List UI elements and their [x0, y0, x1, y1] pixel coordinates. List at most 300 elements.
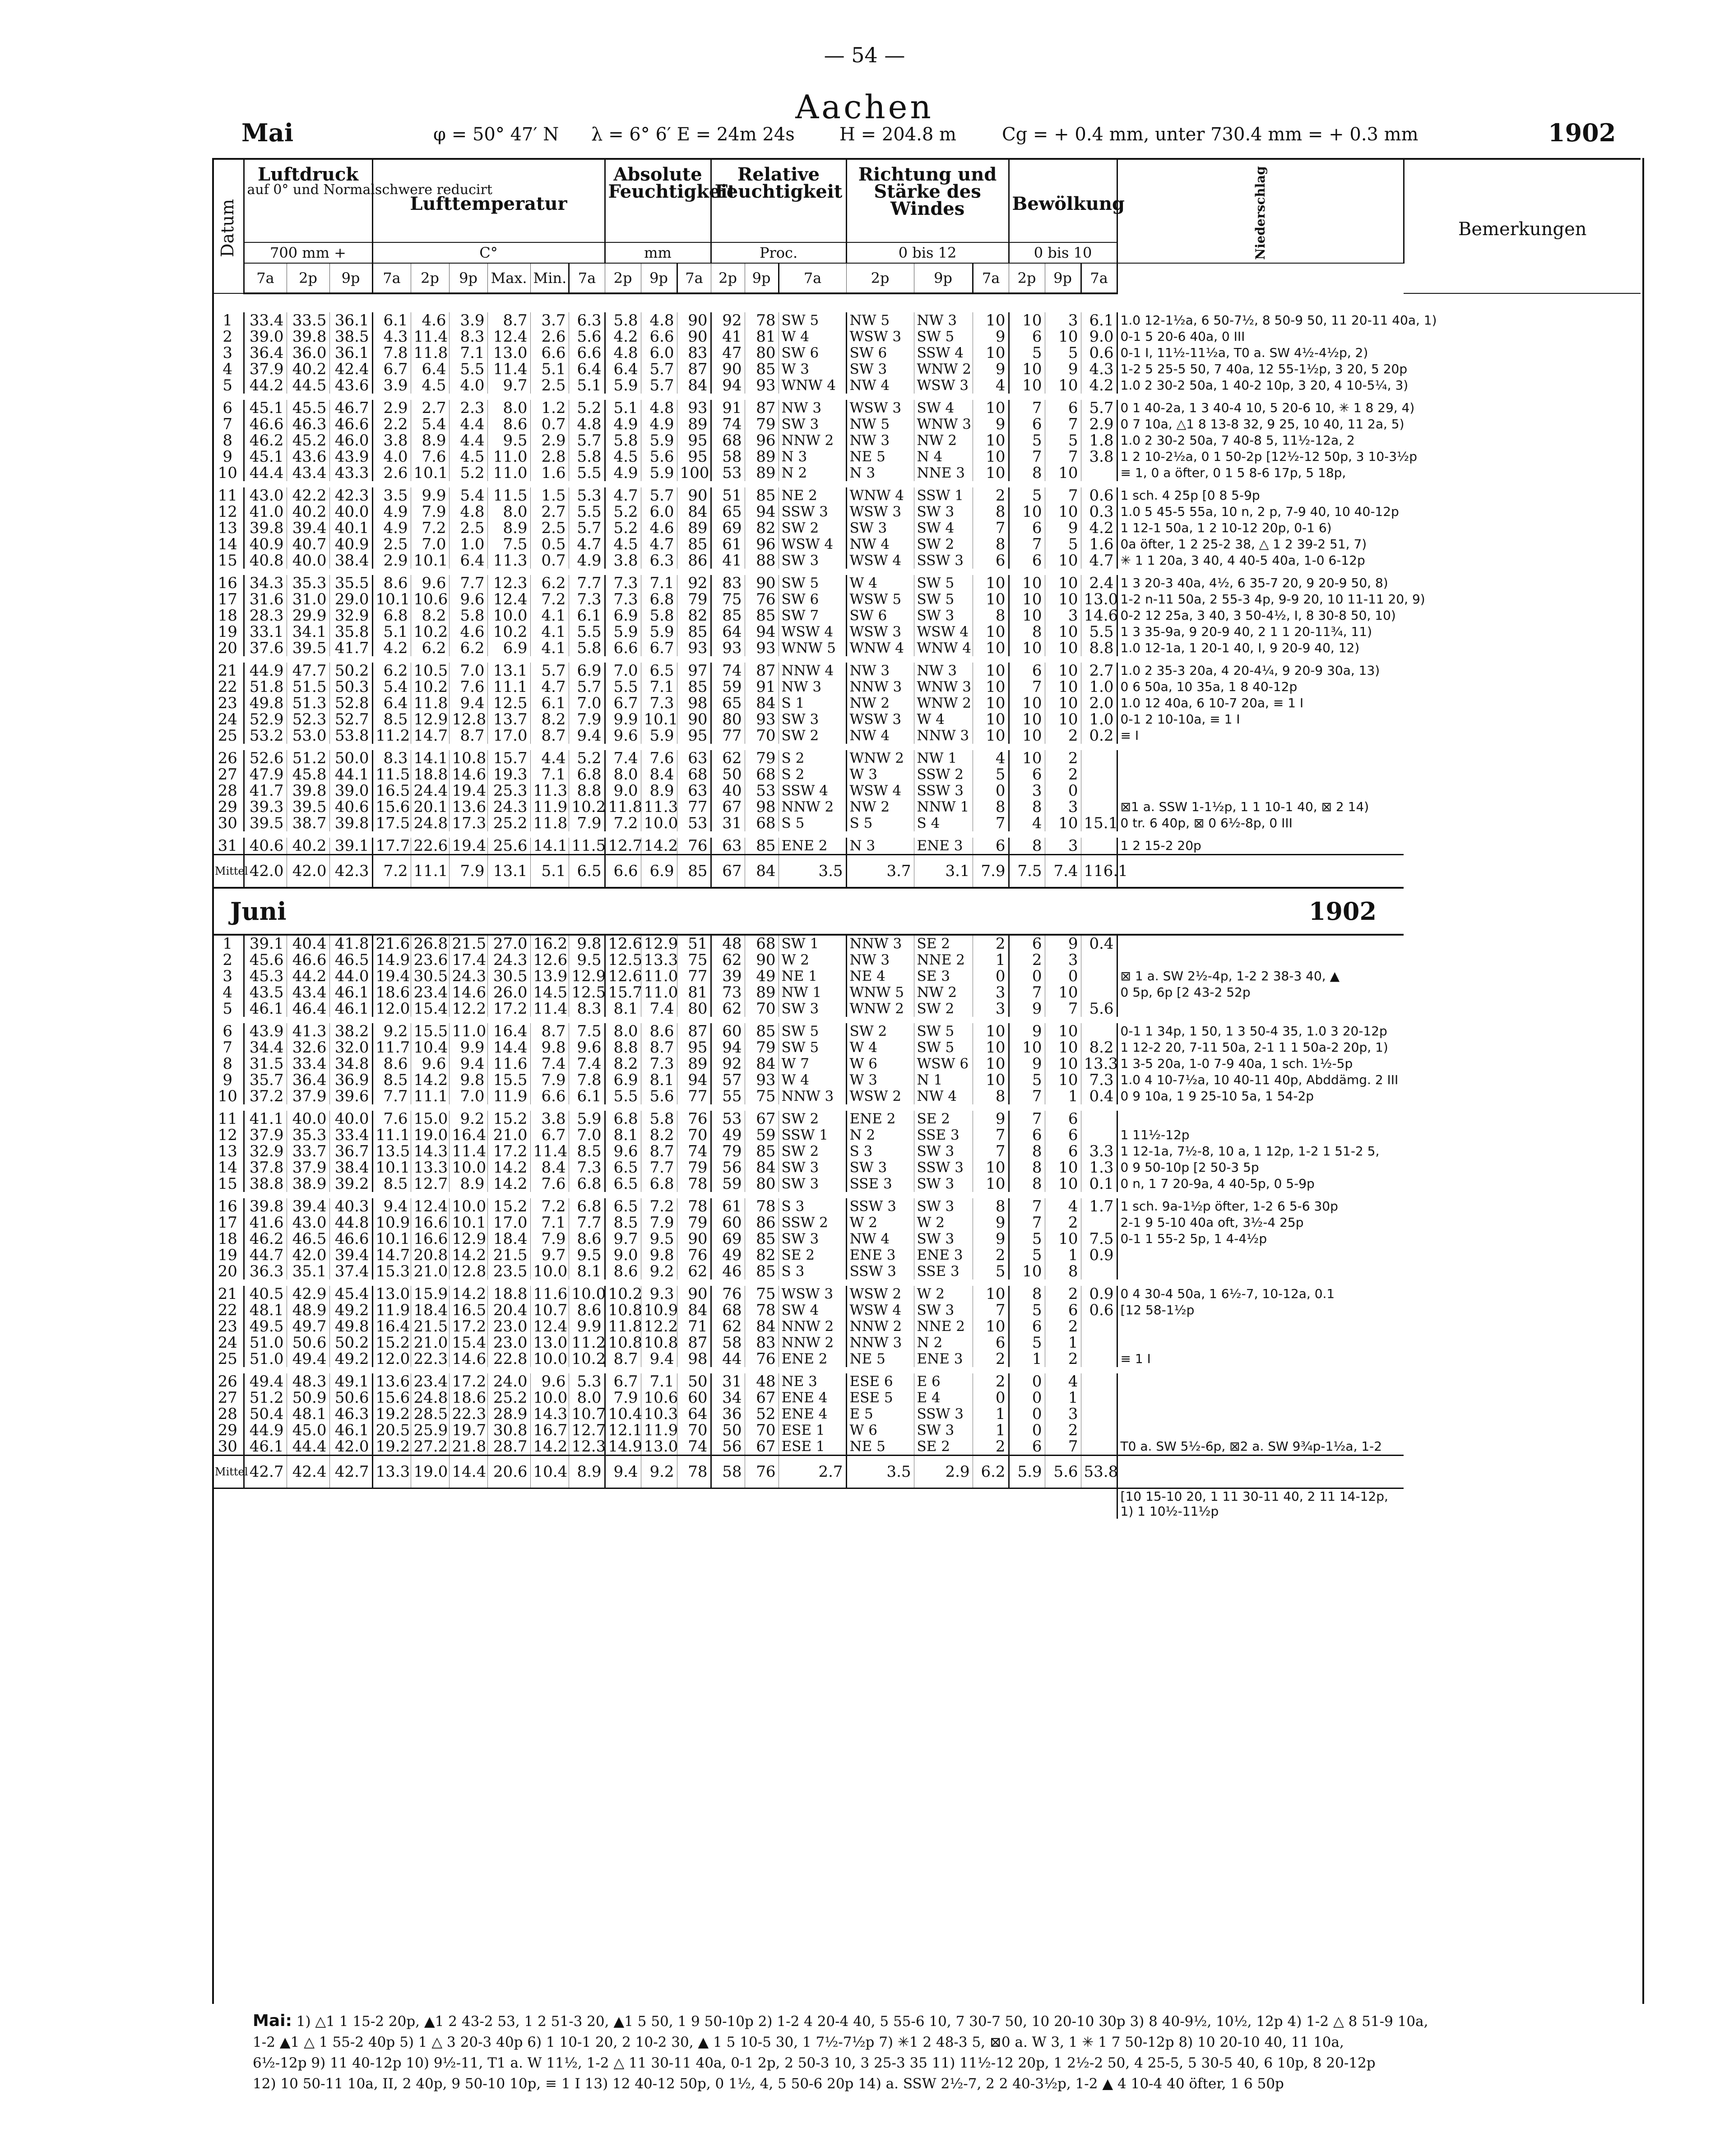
value-cell: 95 [677, 432, 711, 449]
value-cell: 79 [711, 1143, 745, 1159]
longitude: λ = 6° 6′ E = 24m 24s [591, 124, 795, 145]
value-cell: W 4 [779, 329, 846, 345]
value-cell: 49.8 [244, 695, 287, 711]
value-cell: 14.1 [530, 838, 569, 855]
value-cell: 33.5 [287, 312, 329, 329]
value-cell: 67 [711, 799, 745, 815]
value-cell: 49.5 [244, 1318, 287, 1335]
value-cell: 9.5 [569, 1247, 605, 1263]
value-cell: 17.5 [372, 815, 411, 831]
value-cell: 68 [745, 935, 779, 952]
value-cell: 50 [677, 1373, 711, 1390]
value-cell: 8 [973, 1088, 1009, 1104]
value-cell: 46.5 [287, 1231, 329, 1247]
value-cell: 11.4 [530, 1001, 569, 1017]
value-cell: 6.4 [411, 361, 449, 377]
value-cell [1081, 1351, 1117, 1367]
value-cell: WNW 5 [779, 640, 846, 656]
value-cell: 5.6 [1081, 1001, 1117, 1017]
table-row [212, 575, 1641, 591]
value-cell: 62 [711, 1318, 745, 1335]
value-cell: 10.1 [449, 1215, 487, 1231]
value-cell: 7 [1009, 1215, 1045, 1231]
value-cell: NW 3 [846, 663, 914, 679]
value-cell: S 2 [779, 750, 846, 766]
value-cell: 8.5 [372, 1176, 411, 1192]
value-cell: 8.5 [605, 1215, 641, 1231]
value-cell: 10.1 [641, 711, 677, 728]
table-row [212, 487, 1641, 504]
table-row [212, 984, 1641, 1001]
value-cell: 39.1 [244, 935, 287, 952]
value-cell: 8 [1009, 838, 1045, 855]
value-cell: SSW 1 [779, 1127, 846, 1143]
value-cell [1081, 1335, 1117, 1351]
value-cell: 76 [677, 1247, 711, 1263]
value-cell: 1.0 [1081, 711, 1117, 728]
value-cell: 10.0 [487, 607, 530, 624]
value-cell: 8 [1009, 1286, 1045, 1302]
value-cell: 5.9 [605, 624, 641, 640]
value-cell: 40.8 [244, 552, 287, 569]
value-cell: 46.1 [329, 1422, 372, 1438]
value-cell: WSW 4 [779, 536, 846, 552]
value-cell: 80 [677, 1001, 711, 1017]
value-cell: 15.3 [372, 1263, 411, 1280]
value-cell: WSW 3 [846, 329, 914, 345]
col-9p: 9p [329, 263, 372, 293]
value-cell: 5 [1045, 536, 1081, 552]
remark-cell: ≡ 1 I [1117, 1351, 1404, 1367]
value-cell: 51.2 [244, 1390, 287, 1406]
value-cell: 74 [677, 1143, 711, 1159]
value-cell: 10.0 [641, 815, 677, 831]
value-cell: 12.5 [605, 952, 641, 968]
value-cell: 39.8 [244, 520, 287, 536]
value-cell: 38.8 [244, 1176, 287, 1192]
value-cell: 9.5 [569, 952, 605, 968]
value-cell: 18.8 [411, 766, 449, 783]
value-cell: 10 [1045, 1231, 1081, 1247]
value-cell: 5.8 [569, 640, 605, 656]
june-extra [212, 1488, 1641, 1519]
value-cell: WSW 3 [846, 624, 914, 640]
value-cell: SE 2 [914, 1438, 973, 1456]
value-cell: NNW 3 [914, 728, 973, 744]
value-cell: 15.7 [605, 984, 641, 1001]
value-cell: 2 [973, 935, 1009, 952]
value-cell: 49.4 [287, 1351, 329, 1367]
remark-cell [1117, 1247, 1404, 1263]
value-cell: 19.4 [449, 838, 487, 855]
value-cell: 2 [1045, 1318, 1081, 1335]
value-cell: 85 [677, 624, 711, 640]
value-cell: 11.1 [372, 1127, 411, 1143]
value-cell: SW 3 [914, 607, 973, 624]
value-cell: 7.1 [641, 575, 677, 591]
value-cell: 90 [677, 487, 711, 504]
value-cell: 4 [1045, 1198, 1081, 1215]
value-cell: 4.2 [1081, 520, 1117, 536]
value-cell: 33.4 [244, 312, 287, 329]
value-cell: WSW 3 [779, 1286, 846, 1302]
value-cell: 11.4 [487, 361, 530, 377]
value-cell: 84 [677, 504, 711, 520]
value-cell: 40.2 [287, 504, 329, 520]
value-cell: 16.6 [411, 1231, 449, 1247]
value-cell: 58 [711, 1335, 745, 1351]
value-cell: 83 [711, 575, 745, 591]
value-cell: 87 [677, 1335, 711, 1351]
value-cell: SSW 3 [914, 1159, 973, 1176]
value-cell: 8.8 [1081, 640, 1117, 656]
value-cell: 17.2 [449, 1318, 487, 1335]
mean-cell: 67 [711, 854, 745, 888]
value-cell: 13.0 [1081, 591, 1117, 607]
value-cell: 12.7 [605, 838, 641, 855]
value-cell: 12.6 [605, 935, 641, 952]
value-cell: 40.0 [329, 1111, 372, 1127]
value-cell: 5 [1009, 345, 1045, 361]
value-cell: 2.4 [1081, 575, 1117, 591]
value-cell: 3 [973, 1001, 1009, 1017]
value-cell: 9.2 [449, 1111, 487, 1127]
value-cell: 10 [1009, 361, 1045, 377]
value-cell: 6.6 [605, 640, 641, 656]
value-cell: SW 4 [779, 1302, 846, 1318]
value-cell: 7.9 [641, 1215, 677, 1231]
value-cell: 17.2 [487, 1143, 530, 1159]
remark-cell: ✳ 1 1 20a, 3 40, 4 40-5 40a, 1-0 6-12p [1117, 552, 1404, 569]
value-cell: 8.6 [372, 575, 411, 591]
value-cell: 5.7 [641, 487, 677, 504]
value-cell: 5.6 [641, 1088, 677, 1104]
remark-cell [1117, 1390, 1404, 1406]
value-cell: 14.6 [1081, 607, 1117, 624]
value-cell: 8 [1009, 1143, 1045, 1159]
value-cell: 21.6 [372, 935, 411, 952]
value-cell: 78 [745, 1198, 779, 1215]
value-cell: 22.6 [411, 838, 449, 855]
value-cell: 7.5 [487, 536, 530, 552]
value-cell: 34.3 [244, 575, 287, 591]
value-cell: 18.6 [449, 1390, 487, 1406]
value-cell: 20.5 [372, 1422, 411, 1438]
mean-cell: 78 [677, 1455, 711, 1488]
value-cell: 90 [677, 329, 711, 345]
value-cell: 6.9 [605, 1072, 641, 1088]
value-cell: 69 [711, 520, 745, 536]
value-cell: 43.3 [329, 465, 372, 481]
value-cell: 1 [1009, 1351, 1045, 1367]
value-cell: 34.4 [244, 1039, 287, 1056]
value-cell: 89 [677, 416, 711, 432]
value-cell: 74 [711, 416, 745, 432]
value-cell: 7 [1009, 536, 1045, 552]
value-cell: 9.6 [605, 1143, 641, 1159]
value-cell: 7.5 [1081, 1231, 1117, 1247]
value-cell: 95 [677, 728, 711, 744]
value-cell: 44.9 [244, 663, 287, 679]
value-cell: 7.3 [605, 575, 641, 591]
value-cell: 6 [973, 1335, 1009, 1351]
value-cell: 8.8 [605, 1039, 641, 1056]
value-cell: 83 [745, 1335, 779, 1351]
value-cell: SSW 4 [914, 345, 973, 361]
value-cell: 21.8 [449, 1438, 487, 1456]
day-cell: 17 [212, 1215, 244, 1231]
value-cell: 10 [973, 575, 1009, 591]
value-cell: NNE 2 [914, 1318, 973, 1335]
table-row [212, 1127, 1641, 1143]
value-cell: 23.4 [411, 984, 449, 1001]
value-cell: 9.6 [605, 728, 641, 744]
value-cell: 0.6 [1081, 487, 1117, 504]
value-cell: 47 [711, 345, 745, 361]
value-cell: 19.0 [411, 1127, 449, 1143]
mean-row [212, 854, 1641, 888]
value-cell: 45.4 [329, 1286, 372, 1302]
value-cell: WSW 4 [779, 624, 846, 640]
table-row [212, 1072, 1641, 1088]
value-cell: SSW 1 [914, 487, 973, 504]
value-cell: ENE 3 [914, 838, 973, 855]
value-cell: 45.3 [244, 968, 287, 984]
value-cell: 4.8 [569, 416, 605, 432]
mean-cell: 6.5 [569, 854, 605, 888]
value-cell: 8.9 [411, 432, 449, 449]
value-cell: 7.7 [569, 575, 605, 591]
value-cell: 5 [1009, 1302, 1045, 1318]
value-cell: 4.9 [605, 465, 641, 481]
remark-cell: 0 6 50a, 10 35a, 1 8 40-12p [1117, 679, 1404, 695]
value-cell: 2 [1009, 952, 1045, 968]
value-cell: 9.0 [605, 1247, 641, 1263]
value-cell: 2.7 [530, 504, 569, 520]
value-cell: 10 [1045, 640, 1081, 656]
day-cell: 11 [212, 1111, 244, 1127]
value-cell: 5.6 [641, 449, 677, 465]
value-cell: SW 3 [779, 416, 846, 432]
value-cell: 12.8 [449, 711, 487, 728]
value-cell: 6 [1045, 1143, 1081, 1159]
value-cell: 70 [677, 1127, 711, 1143]
table-row [212, 504, 1641, 520]
remark-cell: 1 2 15-2 20p [1117, 838, 1404, 855]
value-cell: 2.9 [530, 432, 569, 449]
value-cell: 77 [677, 1088, 711, 1104]
value-cell: 2.8 [530, 449, 569, 465]
day-cell: 24 [212, 1335, 244, 1351]
value-cell: SE 2 [914, 1111, 973, 1127]
value-cell: 14.2 [411, 1072, 449, 1088]
value-cell: 5.8 [605, 432, 641, 449]
value-cell: 19.2 [372, 1406, 411, 1422]
value-cell: 2.9 [372, 552, 411, 569]
value-cell: 7.9 [411, 504, 449, 520]
day-cell: 28 [212, 1406, 244, 1422]
value-cell: 14.2 [449, 1286, 487, 1302]
day-cell: 5 [212, 1001, 244, 1017]
value-cell: 53.8 [329, 728, 372, 744]
value-cell: 9 [973, 1111, 1009, 1127]
value-cell: 33.4 [329, 1127, 372, 1143]
col-7a: 7a [1081, 263, 1117, 293]
value-cell: W 3 [846, 1072, 914, 1088]
value-cell: 24.3 [449, 968, 487, 984]
value-cell: 4.9 [569, 552, 605, 569]
day-cell: 23 [212, 695, 244, 711]
value-cell: SSW 3 [914, 552, 973, 569]
table-row [212, 1302, 1641, 1318]
value-cell: 80 [745, 1176, 779, 1192]
value-cell: 82 [745, 520, 779, 536]
value-cell: NNW 4 [779, 663, 846, 679]
value-cell: 50.2 [329, 1335, 372, 1351]
value-cell: 4.3 [1081, 361, 1117, 377]
value-cell: 40.1 [329, 520, 372, 536]
value-cell: ENE 3 [846, 1247, 914, 1263]
value-cell: 75 [677, 952, 711, 968]
day-cell: 22 [212, 679, 244, 695]
value-cell: 39.4 [287, 520, 329, 536]
value-cell: ESE 5 [846, 1390, 914, 1406]
value-cell: 38.5 [329, 329, 372, 345]
value-cell: 8.2 [411, 607, 449, 624]
value-cell: 4.7 [605, 487, 641, 504]
value-cell: 10.9 [372, 1215, 411, 1231]
value-cell: 34.8 [329, 1056, 372, 1072]
value-cell: 0.3 [1081, 504, 1117, 520]
value-cell: 6.0 [641, 345, 677, 361]
value-cell: 63 [677, 783, 711, 799]
value-cell: 51.8 [244, 679, 287, 695]
value-cell: 3.8 [605, 552, 641, 569]
value-cell: 10 [1009, 750, 1045, 766]
value-cell: 32.0 [329, 1039, 372, 1056]
value-cell: 5 [1009, 487, 1045, 504]
mean-cell: 11.1 [411, 854, 449, 888]
value-cell: 6.5 [605, 1159, 641, 1176]
table-row [212, 361, 1641, 377]
value-cell: 10 [1045, 575, 1081, 591]
value-cell: 1 [1045, 1390, 1081, 1406]
value-cell: 8.6 [569, 1302, 605, 1318]
value-cell: SW 3 [779, 1176, 846, 1192]
value-cell: 4.2 [1081, 377, 1117, 394]
relative-feuchtigkeit-header: Relative Feuchtigkeit [711, 159, 846, 242]
value-cell: 6.9 [605, 607, 641, 624]
value-cell: 11.3 [530, 783, 569, 799]
value-cell: S 5 [779, 815, 846, 831]
value-cell: SW 3 [914, 1143, 973, 1159]
value-cell: WSW 6 [914, 1056, 973, 1072]
value-cell [1081, 783, 1117, 799]
value-cell: 1.8 [1081, 432, 1117, 449]
value-cell: 17.2 [487, 1001, 530, 1017]
value-cell: 39.3 [244, 799, 287, 815]
remark-cell: 0-1 I, 11½-11½a, T0 a. SW 4½-4½p, 2) [1117, 345, 1404, 361]
value-cell: 5.3 [569, 1373, 605, 1390]
value-cell: 17.2 [449, 1373, 487, 1390]
value-cell: 74 [711, 663, 745, 679]
value-cell: 10 [973, 1159, 1009, 1176]
value-cell: NE 4 [846, 968, 914, 984]
value-cell: 90 [677, 1231, 711, 1247]
value-cell: 10 [1009, 1263, 1045, 1280]
value-cell: 5.4 [411, 416, 449, 432]
value-cell: 43.4 [287, 465, 329, 481]
value-cell: 75 [745, 1088, 779, 1104]
value-cell: 9 [973, 361, 1009, 377]
value-cell: 9.9 [569, 1318, 605, 1335]
value-cell: 4.2 [605, 329, 641, 345]
table-row [212, 1215, 1641, 1231]
value-cell: 14.5 [530, 984, 569, 1001]
value-cell: SW 5 [779, 312, 846, 329]
value-cell: 6.7 [372, 361, 411, 377]
value-cell: 4.2 [372, 640, 411, 656]
value-cell: SE 3 [914, 968, 973, 984]
value-cell: 77 [677, 799, 711, 815]
mean-cell: 19.0 [411, 1455, 449, 1488]
value-cell: 64 [677, 1406, 711, 1422]
value-cell: S 2 [779, 766, 846, 783]
value-cell: 7 [1009, 1088, 1045, 1104]
value-cell: 0.2 [1081, 728, 1117, 744]
value-cell: 10.8 [641, 1335, 677, 1351]
value-cell: 46.4 [287, 1001, 329, 1017]
table-row [212, 536, 1641, 552]
value-cell: 40.7 [287, 536, 329, 552]
value-cell: 15.0 [411, 1111, 449, 1127]
value-cell: 11.3 [641, 799, 677, 815]
remark-cell: 1 sch. 4 25p [0 8 5-9p [1117, 487, 1404, 504]
value-cell: 62 [711, 1001, 745, 1017]
value-cell: 23.5 [487, 1263, 530, 1280]
value-cell: ESE 1 [779, 1438, 846, 1456]
value-cell: 7.0 [605, 663, 641, 679]
table-row [212, 377, 1641, 394]
value-cell: 50 [711, 766, 745, 783]
value-cell: NNW 2 [779, 432, 846, 449]
value-cell: 0.4 [1081, 935, 1117, 952]
value-cell: 8.6 [641, 1023, 677, 1039]
value-cell: SW 4 [914, 400, 973, 416]
value-cell: 5.9 [605, 377, 641, 394]
remark-cell: 0-1 1 34p, 1 50, 1 3 50-4 35, 1.0 3 20-12p [1117, 1023, 1404, 1039]
value-cell: 8.2 [530, 711, 569, 728]
value-cell: 6.7 [605, 1373, 641, 1390]
value-cell: SW 2 [779, 1143, 846, 1159]
value-cell: 11.2 [372, 728, 411, 744]
value-cell: 5.7 [569, 520, 605, 536]
value-cell: 5.9 [569, 1111, 605, 1127]
value-cell: 8.1 [641, 1072, 677, 1088]
value-cell: 39.8 [244, 1198, 287, 1215]
value-cell: 32.6 [287, 1039, 329, 1056]
value-cell: 43.9 [244, 1023, 287, 1039]
value-cell: 46.0 [329, 432, 372, 449]
value-cell: 68 [745, 815, 779, 831]
value-cell: N 3 [846, 465, 914, 481]
value-cell: SW 3 [779, 552, 846, 569]
value-cell: 92 [711, 1056, 745, 1072]
mean-cell: 9.2 [641, 1455, 677, 1488]
value-cell: 31.5 [244, 1056, 287, 1072]
value-cell: 6 [1009, 663, 1045, 679]
value-cell: 17.4 [449, 952, 487, 968]
